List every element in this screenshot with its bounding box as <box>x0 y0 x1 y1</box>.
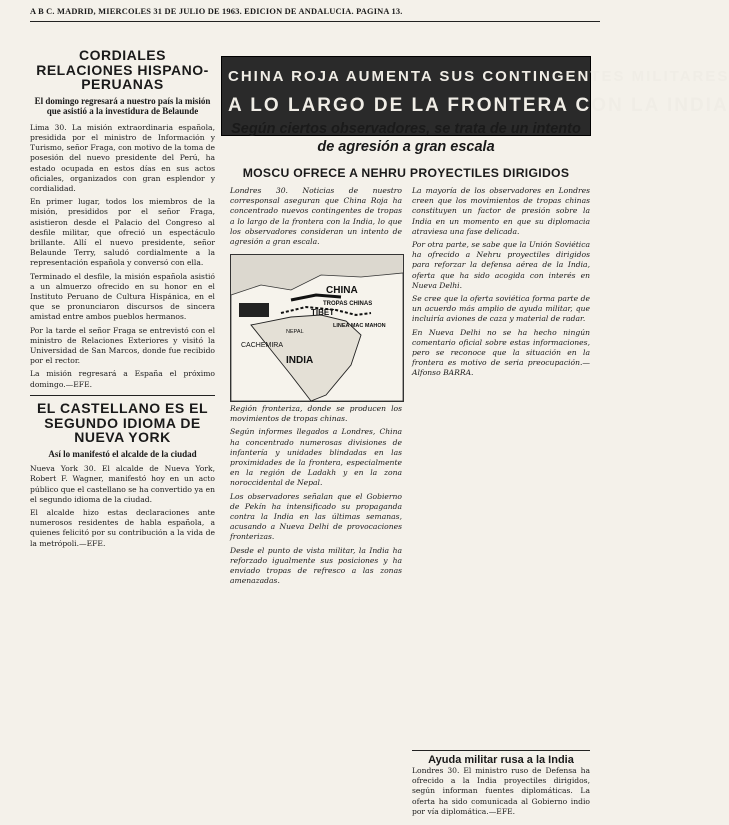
main-paragraph: En Nueva Delhi no se ha hecho ningún comentario oficial sobre estas informaciones, pero se reconoce que la situación en la frontera es motivo de seria preocupación.—Alfonso BARRA. <box>412 327 590 378</box>
masthead: A B C. MADRID, MIERCOLES 31 DE JULIO DE 1963. EDICION DE ANDALUCIA. PAGINA 13. <box>30 7 600 22</box>
banner-line-2: A LO LARGO DE LA FRONTERA CON LA INDIA <box>228 95 729 116</box>
left-deck: El domingo regresará a nuestro país la misión que asistió a la investidura de Belaunde <box>34 96 211 117</box>
main-paragraph: Por otra parte, se sabe que la Unión Soviética ha ofrecido a Nehru proyectiles dirigidos para reforzar la defensa aérea de la India, oferta que ha sido acogida con interés en Nueva Delhi. <box>412 240 590 290</box>
left-headline-2: EL CASTELLANO ES EL SEGUNDO IDIOMA DE NUEVA YORK <box>36 399 209 446</box>
map-label: INDIA <box>286 355 314 366</box>
main-paragraph: Los observadores señalan que el Gobierno de Pekín ha intensificado su propaganda contra la India en las últimas semanas, acusando a Nueva Delhi de provocaciones fronterizas. <box>230 491 402 542</box>
left-paragraph: Por la tarde el señor Fraga se entrevistó con el ministro de Relaciones Exteriores y visitó la Universidad de San Marcos, donde fue recibido por el rector. <box>30 325 215 366</box>
main-deck: Según ciertos observadores, se trata de un intento de agresión a gran escala <box>231 121 581 155</box>
main-paragraph: La mayoría de los observadores en Londres creen que los movimientos de tropas chinas constituyen un factor de presión sobre la India en un momento en que su diplomacia atraviesa una fase delicada. <box>412 186 590 236</box>
map-label: NEPAL <box>286 329 304 335</box>
map-svg <box>231 255 403 401</box>
main-column-a-lower <box>230 404 402 818</box>
banner-line-1: CHINA ROJA AUMENTA SUS CONTINGENTES MILITARES <box>228 68 729 85</box>
left-paragraph: La misión regresará a España el próximo domingo.—EFE. <box>30 369 215 389</box>
left-paragraph: El alcalde hizo estas declaraciones ante numerosos residentes de habla española, a quienes felicitó por su contribución a la vida de la metrópoli.—EFE. <box>30 508 215 548</box>
left-headline: CORDIALES RELACIONES HISPANO-PERUANAS <box>36 47 209 93</box>
main-subhead: MOSCU OFRECE A NEHRU PROYECTILES DIRIGIDOS <box>242 166 570 180</box>
box-story <box>412 750 590 818</box>
box-paragraph: Londres 30. El ministro ruso de Defensa ha ofrecido a la India proyectiles dirigidos, según informan fuentes diplomáticas. La oferta ha sido comunicada al Gobierno indio por vía diplomática.—EFE. <box>412 766 590 816</box>
left-paragraph: Terminado el desfile, la misión española asistió a un almuerzo ofrecido en su honor en el Instituto Peruano de Cultura Hispánica, en el que se pronunciaron discursos de sincera amistad entre ambos pueblos hermanos. <box>30 271 215 322</box>
main-column-b <box>412 186 590 746</box>
map-label: TROPAS CHINAS <box>323 301 373 307</box>
map-label: CHINA <box>326 285 358 296</box>
left-column <box>30 28 215 818</box>
left-paragraph: En primer lugar, todos los miembros de la misión, presididos por el señor Fraga, asistieron desde el Palacio del Congreso al desfile militar, que ofreció un espectáculo brillante. Allí el nuevo presidente, señor Belaunde Terry, saludó cordialmente a la representación española y conversó con ella. <box>30 197 215 268</box>
left-deck-2: Así lo manifestó el alcalde de la ciudad <box>48 448 197 459</box>
left-paragraph: Lima 30. La misión extraordinaria española, presidida por el ministro de Información y Turismo, señor Fraga, con motivo de la toma de posesión del nuevo presidente del Perú, ha estado ocupada en estos días en sus actos oficiales, organizados con gran esplendor y cordialidad. <box>30 122 215 193</box>
main-paragraph: Según informes llegados a Londres, China ha concentrado numerosas divisiones de infantería y unidades blindadas en las proximidades de la frontera, especialmente en la región de Ladakh y en la zona noroccidental de Nepal. <box>230 427 402 488</box>
main-paragraph: Desde el punto de vista militar, la India ha reforzado igualmente sus posiciones y ha enviado tropas de refresco a las zonas amenazadas. <box>230 545 402 586</box>
left-divider <box>30 395 215 396</box>
main-paragraph: Se cree que la oferta soviética forma parte de un acuerdo más amplio de ayuda militar, que incluiría aviones de caza y material de radar. <box>412 294 590 324</box>
left-paragraph: Nueva York 30. El alcalde de Nueva York, Robert F. Wagner, manifestó hoy en un acto público que el castellano se ha convertido ya en el segundo idioma de la ciudad. <box>30 464 215 504</box>
main-lead: Londres 30. Noticias de nuestro corresponsal aseguran que China Roja ha concentrado nuevos contingentes de tropas a lo largo de la frontera con la India, lo que los observadores consideran un intento de agresión a gran escala. <box>230 186 402 247</box>
box-headline: Ayuda militar rusa a la India <box>412 750 590 766</box>
map-label: CACHEMIRA <box>241 342 284 349</box>
map-label: TIBET <box>311 308 335 317</box>
border-map <box>230 254 404 402</box>
map-caption: Región fronteriza, donde se producen los movimientos de tropas chinas. <box>230 404 402 424</box>
map-label: LINEA MAC MAHON <box>333 323 386 329</box>
